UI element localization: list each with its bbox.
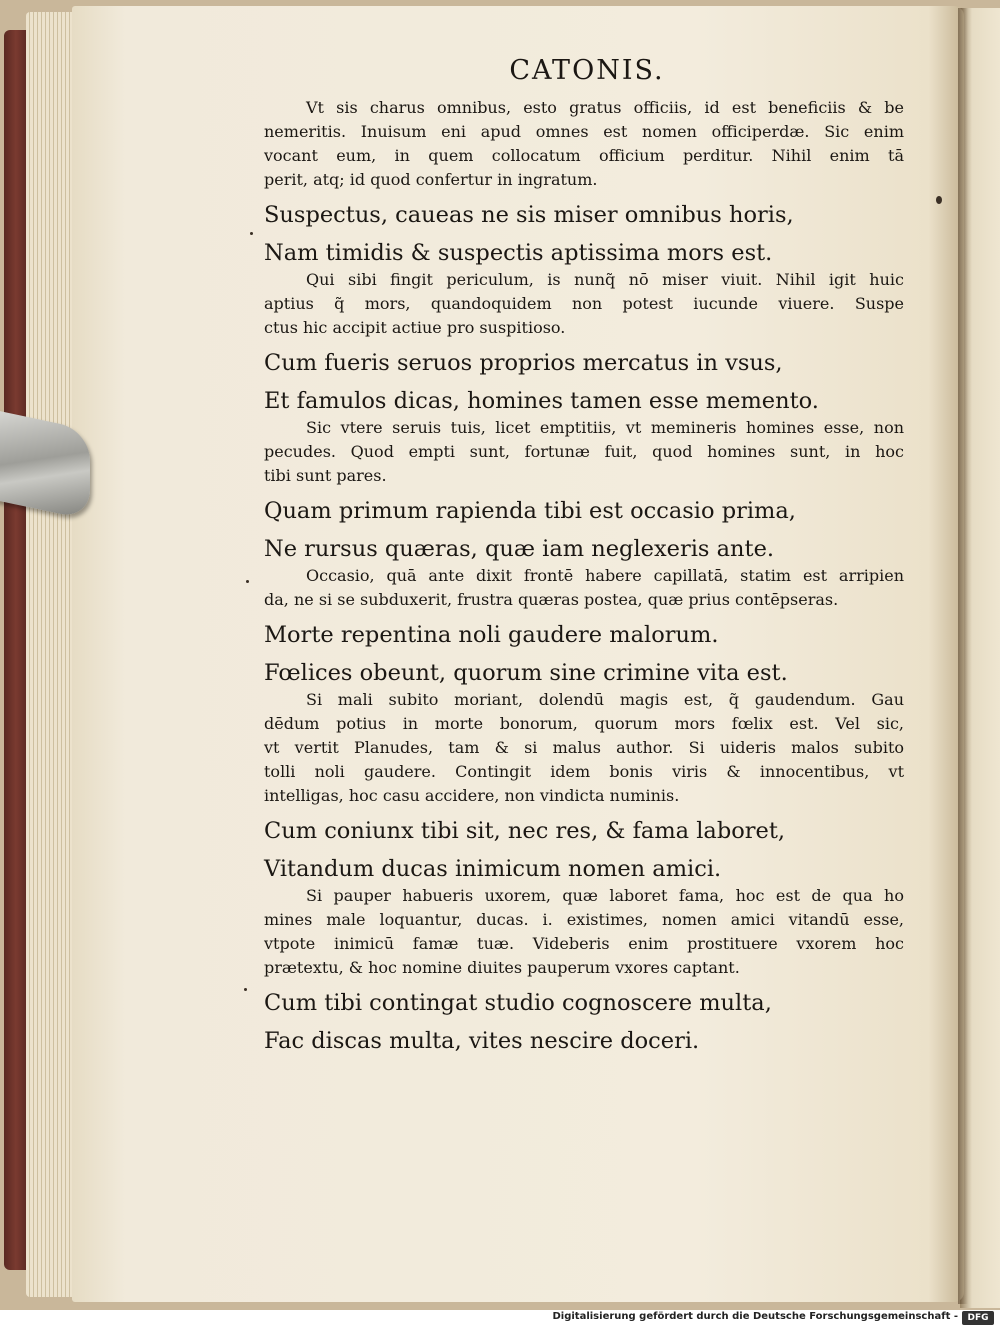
- commentary-line: intelligas, hoc casu accidere, non vindicta numinis.: [264, 786, 680, 805]
- commentary-paragraph: [264, 96, 904, 192]
- verse-line: Ne rursus quæras, quæ iam neglexeris ante.: [264, 536, 775, 562]
- ink-spot: [936, 196, 942, 204]
- verse-line: Quam primum rapienda tibi est occasio prima,: [264, 498, 796, 524]
- commentary-paragraph: [264, 268, 904, 340]
- verse-line: Et famulos dicas, homines tamen esse memento.: [264, 388, 819, 414]
- commentary-line: Sic vtere seruis tuis, licet emptitiis, vt memineris homines esse, non: [306, 418, 904, 437]
- verse-line: Fac discas multa, vites nescire doceri.: [264, 1028, 700, 1054]
- commentary-paragraph: [264, 564, 904, 612]
- commentary-line: Si mali subito moriant, dolendū magis est, q̃ gaudendum. Gau: [306, 690, 904, 709]
- commentary-line: vtpote inimicū famæ tuæ. Videberis enim prostituere vxorem hoc: [264, 934, 904, 953]
- commentary-line: prætextu, & hoc nomine diuites pauperum vxores captant.: [264, 958, 740, 977]
- commentary-line: mines male loquantur, ducas. i. existimes, nomen amici vitandū esse,: [264, 910, 904, 929]
- ink-spot: [250, 232, 253, 235]
- commentary-line: pecudes. Quod empti sunt, fortunæ fuit, quod homines sunt, in hoc: [264, 442, 904, 461]
- commentary-line: Si pauper habueris uxorem, quæ laboret fama, hoc est de qua ho: [306, 886, 904, 905]
- verse-line: Morte repentina noli gaudere malorum.: [264, 622, 719, 648]
- commentary-line: vt vertit Planudes, tam & si malus author. Si uideris malos subito: [264, 738, 904, 757]
- commentary-line: ctus hic accipit actiue pro suspitioso.: [264, 318, 566, 337]
- commentary-paragraph: [264, 688, 904, 808]
- verse-line: Suspectus, caueas ne sis miser omnibus horis,: [264, 202, 794, 228]
- gutter-shadow: [958, 8, 968, 1304]
- verse-line: Fœlices obeunt, quorum sine crimine vita est.: [264, 660, 788, 686]
- ink-spot: [246, 580, 249, 583]
- footer-credit: Digitalisierung gefördert durch die Deutsche Forschungsgemeinschaft -: [552, 1311, 958, 1322]
- verse-line: Cum fueris seruos proprios mercatus in vsus,: [264, 350, 783, 376]
- commentary-paragraph: [264, 416, 904, 488]
- commentary-line: tolli noli gaudere. Contingit idem bonis viris & innocentibus, vt: [264, 762, 904, 781]
- verse-line: Nam timidis & suspectis aptissima mors est.: [264, 240, 773, 266]
- running-head: CATONIS.: [509, 55, 665, 86]
- commentary-line: Occasio, quā ante dixit frontē habere capillatā, statim est arripien: [306, 566, 904, 585]
- ink-spot: [244, 988, 247, 991]
- page-text: [264, 55, 904, 1056]
- commentary-line: da, ne si se subduxerit, frustra quæras postea, quæ prius contēpseras.: [264, 590, 839, 609]
- verse-line: Cum coniunx tibi sit, nec res, & fama laboret,: [264, 818, 786, 844]
- verse-line: Cum tibi contingat studio cognoscere multa,: [264, 990, 772, 1016]
- commentary-line: tibi sunt pares.: [264, 466, 387, 485]
- commentary-line: nemeritis. Inuisum eni apud omnes est nomen officiperdæ. Sic enim: [264, 122, 904, 141]
- commentary-line: vocant eum, in quem collocatum officium perditur. Nihil enim tā: [264, 146, 904, 165]
- text-blocks: [264, 96, 904, 1056]
- page-stack-edge: [26, 12, 78, 1297]
- commentary-paragraph: [264, 884, 904, 980]
- commentary-line: dēdum potius in morte bonorum, quorum mors fœlix est. Vel sic,: [264, 714, 904, 733]
- dfg-logo: DFG: [962, 1311, 994, 1325]
- commentary-line: perit, atq; id quod confertur in ingratum.: [264, 170, 598, 189]
- commentary-line: aptius q̃ mors, quandoquidem non potest iucunde viuere. Suspe: [264, 294, 904, 313]
- verse-line: Vitandum ducas inimicum nomen amici.: [264, 856, 722, 882]
- commentary-line: Vt sis charus omnibus, esto gratus officiis, id est beneficiis & be: [306, 98, 904, 117]
- commentary-line: Qui sibi fingit periculum, is nunq̃ nō miser viuit. Nihil igit huic: [306, 270, 904, 289]
